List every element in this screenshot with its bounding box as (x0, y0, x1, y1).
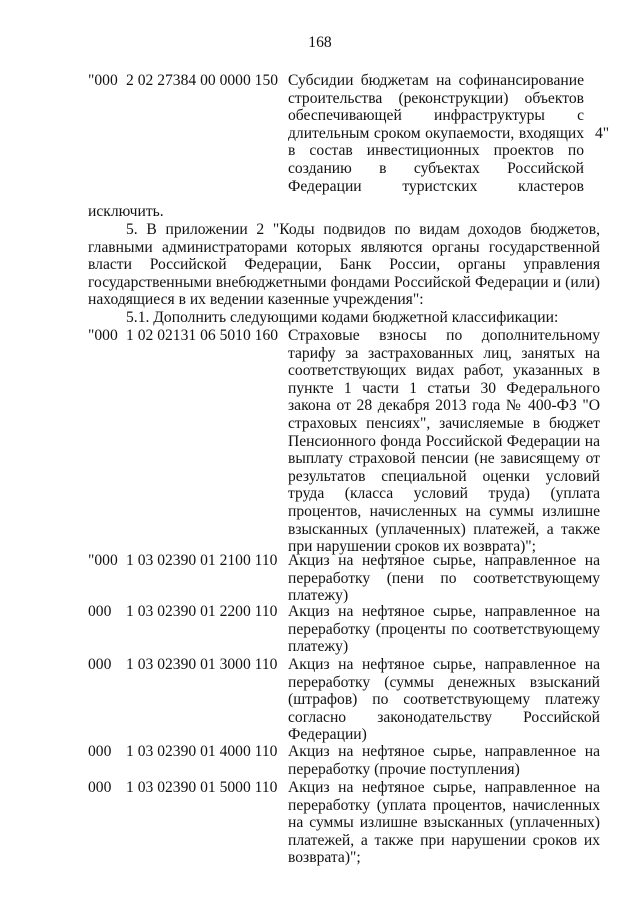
classification-entry (88, 603, 600, 656)
entry-description: Субсидии бюджетам на софинансирование строительства (реконструкции) объектов обеспечивающей инфраструктуры с длительным сроком окупаемости, входящих в состав инвестиционных проектов по созданию в субъектах Российской Федерации туристских кластеров (288, 72, 584, 195)
classification-entry (88, 72, 610, 195)
admin-code: 000 (88, 743, 112, 760)
entry-suffix: 4" (595, 125, 610, 142)
budget-code: 1 03 02390 01 2200 110 (126, 603, 278, 620)
admin-code: "000 (88, 72, 118, 89)
admin-code: "000 (88, 327, 118, 344)
classification-entry (88, 552, 600, 605)
entry-description: Акциз на нефтяное сырье, направленное на переработку (проценты по соответствующему платежу) (288, 603, 600, 656)
classification-entry (88, 656, 600, 744)
admin-code: 000 (88, 603, 112, 620)
budget-code: 1 03 02390 01 4000 110 (126, 743, 278, 760)
entry-description: Акциз на нефтяное сырье, направленное на переработку (пени по соответствующему платежу) (288, 552, 600, 605)
classification-entry (88, 779, 600, 867)
admin-code: 000 (88, 779, 112, 796)
item-5-1-paragraph: 5.1. Дополнить следующими кодами бюджетной классификации: (126, 309, 559, 326)
budget-code: 1 02 02131 06 5010 160 (126, 327, 279, 344)
budget-code: 1 03 02390 01 3000 110 (126, 656, 278, 673)
entry-description: Страховые взносы по дополнительному тарифу за застрахованных лиц, занятых на соответствующих видах работ, указанных в пункте 1 части 1 статьи 30 Федерального закона от 28 декабря 2013 года № 400-ФЗ "О страховых пенсиях", зачисляемые в бюджет Пенсионного фонда Российской Федерации на выплату страховой пенсии (не зависящему от результатов специальной оценки условий труда (класса условий труда) (уплата процентов, начисленных на суммы излишне взысканных (уплаченных) платежей, а также при нарушении сроков их возврата)"; (288, 327, 600, 556)
item-5-paragraph: 5. В приложении 2 "Коды подвидов по видам доходов бюджетов, главными администраторами которых являются органы государственной власти Российской Федерации, Банк России, органы управления государственными внебюджетными фондами Российской Федерации и (или) находящиеся в их ведении казенные учреждения": (88, 221, 600, 309)
entry-description: Акциз на нефтяное сырье, направленное на переработку (уплата процентов, начисленных на суммы излишне взысканных (уплаченных) платежей, а также при нарушении сроков их возврата)"; (288, 779, 600, 867)
exclude-text: исключить. (88, 203, 164, 220)
entry-description: Акциз на нефтяное сырье, направленное на переработку (суммы денежных взысканий (штрафов) по соответствующему платежу согласно законодательству Российской Федерации) (288, 656, 600, 744)
budget-code: 1 03 02390 01 2100 110 (126, 552, 278, 569)
classification-entry (88, 743, 600, 778)
budget-code: 1 03 02390 01 5000 110 (126, 779, 278, 796)
classification-entry (88, 327, 600, 556)
admin-code: 000 (88, 656, 112, 673)
page-number: 168 (308, 34, 332, 51)
admin-code: "000 (88, 552, 118, 569)
budget-code: 2 02 27384 00 0000 150 (126, 72, 279, 89)
entry-description: Акциз на нефтяное сырье, направленное на переработку (прочие поступления) (288, 743, 600, 778)
